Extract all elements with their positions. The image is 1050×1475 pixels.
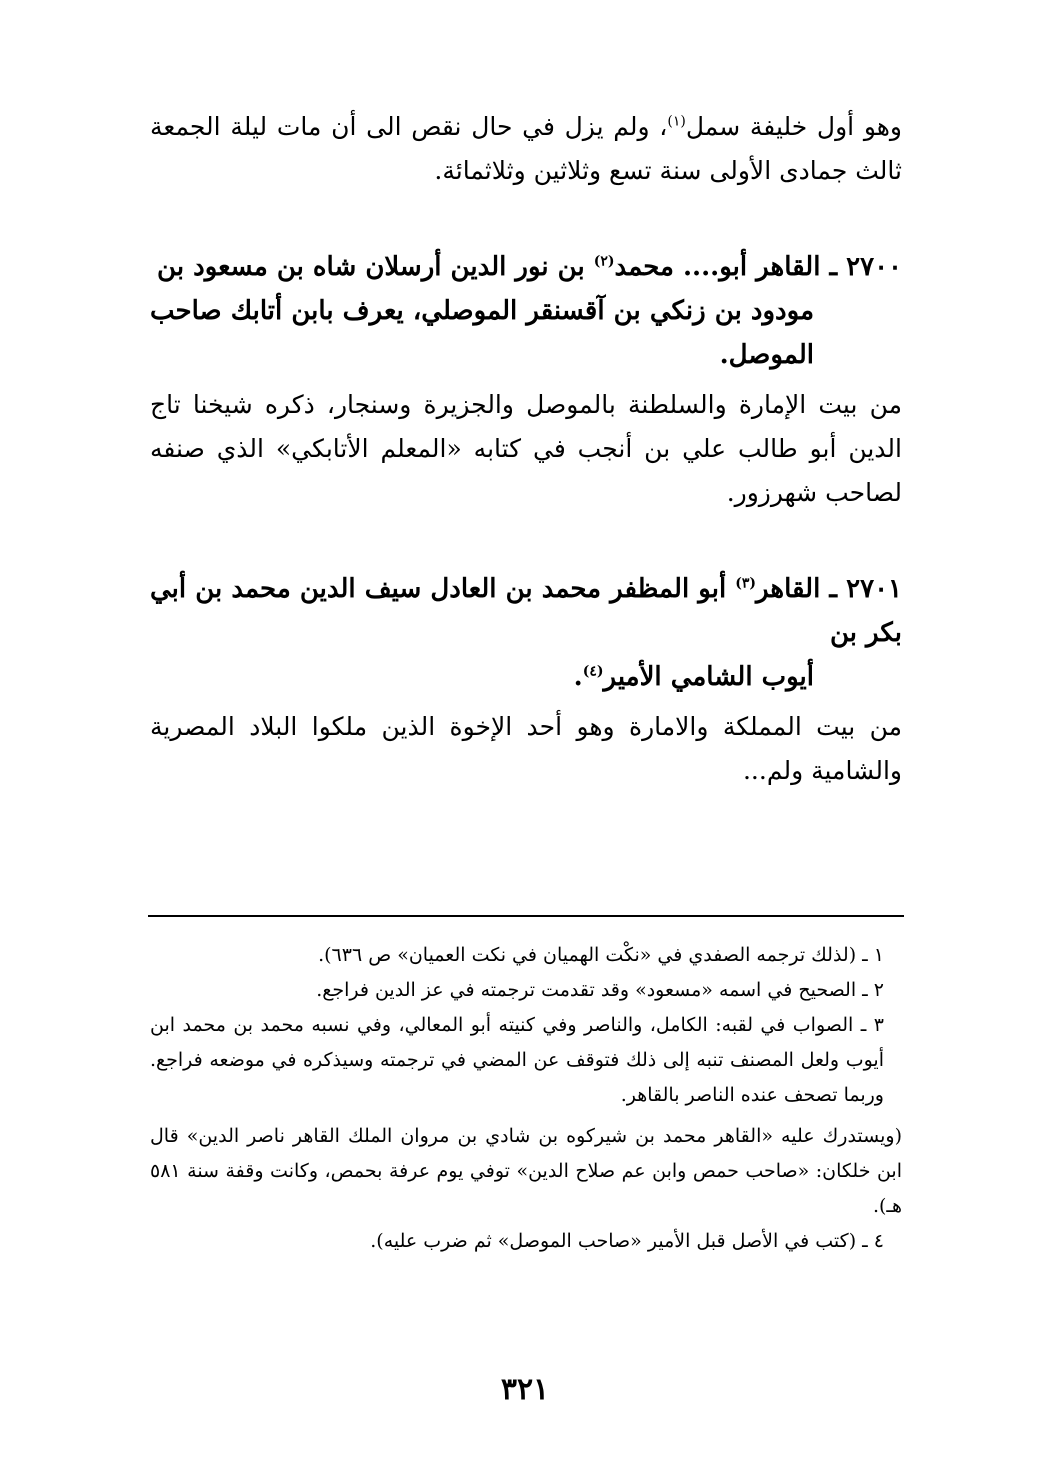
footnotes bbox=[150, 938, 902, 1259]
page-number: ٣٢١ bbox=[500, 1372, 550, 1407]
entry-2701 bbox=[150, 567, 902, 793]
intro-paragraph bbox=[150, 105, 902, 193]
entry-2700 bbox=[150, 245, 902, 515]
entry-2700-heading bbox=[150, 245, 902, 377]
footnotes-divider bbox=[148, 915, 904, 917]
intro-text-end: ، ولم يزل في حال نقص الى أن مات ليلة الجمعة ثالث جمادى الأولى سنة تسع وثلاثين وثلاثمائة. bbox=[150, 112, 902, 185]
entry-2701-head-continuation bbox=[150, 655, 902, 699]
entry-2700-head-continuation: مودود بن زنكي بن آقسنقر الموصلي، يعرف بابن أتابك صاحب الموصل. bbox=[150, 296, 814, 370]
entry-2700-body: من بيت الإمارة والسلطنة بالموصل والجزيرة وسنجار، ذكره شيخنا تاج الدين أبو طالب علي بن أنجب في كتابه «المعلم الأتابكي» الذي صنفه لصاحب شهرزور. bbox=[150, 390, 902, 507]
footnote-ref-2[interactable]: (٢) bbox=[593, 253, 615, 270]
footnote-ref-3[interactable]: (٣) bbox=[735, 575, 757, 592]
entry-2701-head-cont-text: أيوب الشامي الأمير bbox=[603, 662, 814, 692]
footnote-1: ١ ـ (لذلك ترجمه الصفدي في «نكْت الهميان في نكت العميان» ص ٦٣٦). bbox=[318, 944, 884, 966]
entry-2700-head-end: بن نور الدين أرسلان شاه بن مسعود بن bbox=[157, 252, 594, 282]
footnote-4: ٤ ـ (كتب في الأصل قبل الأمير «صاحب الموصل» ثم ضرب عليه). bbox=[370, 1230, 884, 1252]
main-text bbox=[150, 105, 902, 793]
entry-2701-body: من بيت المملكة والامارة وهو أحد الإخوة الذين ملكوا البلاد المصرية والشامية ولم... bbox=[150, 712, 902, 785]
entry-2701-head-middle: أبو المظفر محمد بن العادل سيف الدين محمد بن أبي بكر بن bbox=[150, 574, 902, 648]
entry-2700-head-start: ٢٧٠٠ ـ القاهر أبو.... محمد bbox=[614, 252, 902, 282]
entry-2701-head-cont-end: . bbox=[573, 662, 583, 692]
footnote-3-addendum: (ويستدرك عليه «القاهر محمد بن شيركوه بن شادي بن مروان الملك القاهر ناصر الدين» قال ابن خلكان: «صاحب حمص وابن عم صلاح الدين» توفي يوم عرفة بحمص، وكانت وقفة سنة ٥٨١ هـ). bbox=[150, 1125, 902, 1217]
entry-2701-heading bbox=[150, 567, 902, 699]
footnote-2: ٢ ـ الصحيح في اسمه «مسعود» وقد تقدمت ترجمته في عز الدين فراجع. bbox=[316, 979, 884, 1001]
footnote-ref-4[interactable]: (٤) bbox=[582, 663, 604, 680]
entry-2701-head-start: ٢٧٠١ ـ القاهر bbox=[756, 574, 902, 604]
footnote-ref-1[interactable]: (١) bbox=[667, 113, 686, 130]
intro-text-start: وهو أول خليفة سمل bbox=[685, 112, 903, 141]
footnote-3: ٣ ـ الصواب في لقبه: الكامل، والناصر وفي كنيته أبو المعالي، وفي نسبه محمد بن محمد ابن أيوب ولعل المصنف تنبه إلى ذلك فتوقف عن المضي في ترجمته وسيذكره في موضعه فراجع. وربما تصحف عنده الناصر بالقاهر. bbox=[150, 1014, 884, 1106]
